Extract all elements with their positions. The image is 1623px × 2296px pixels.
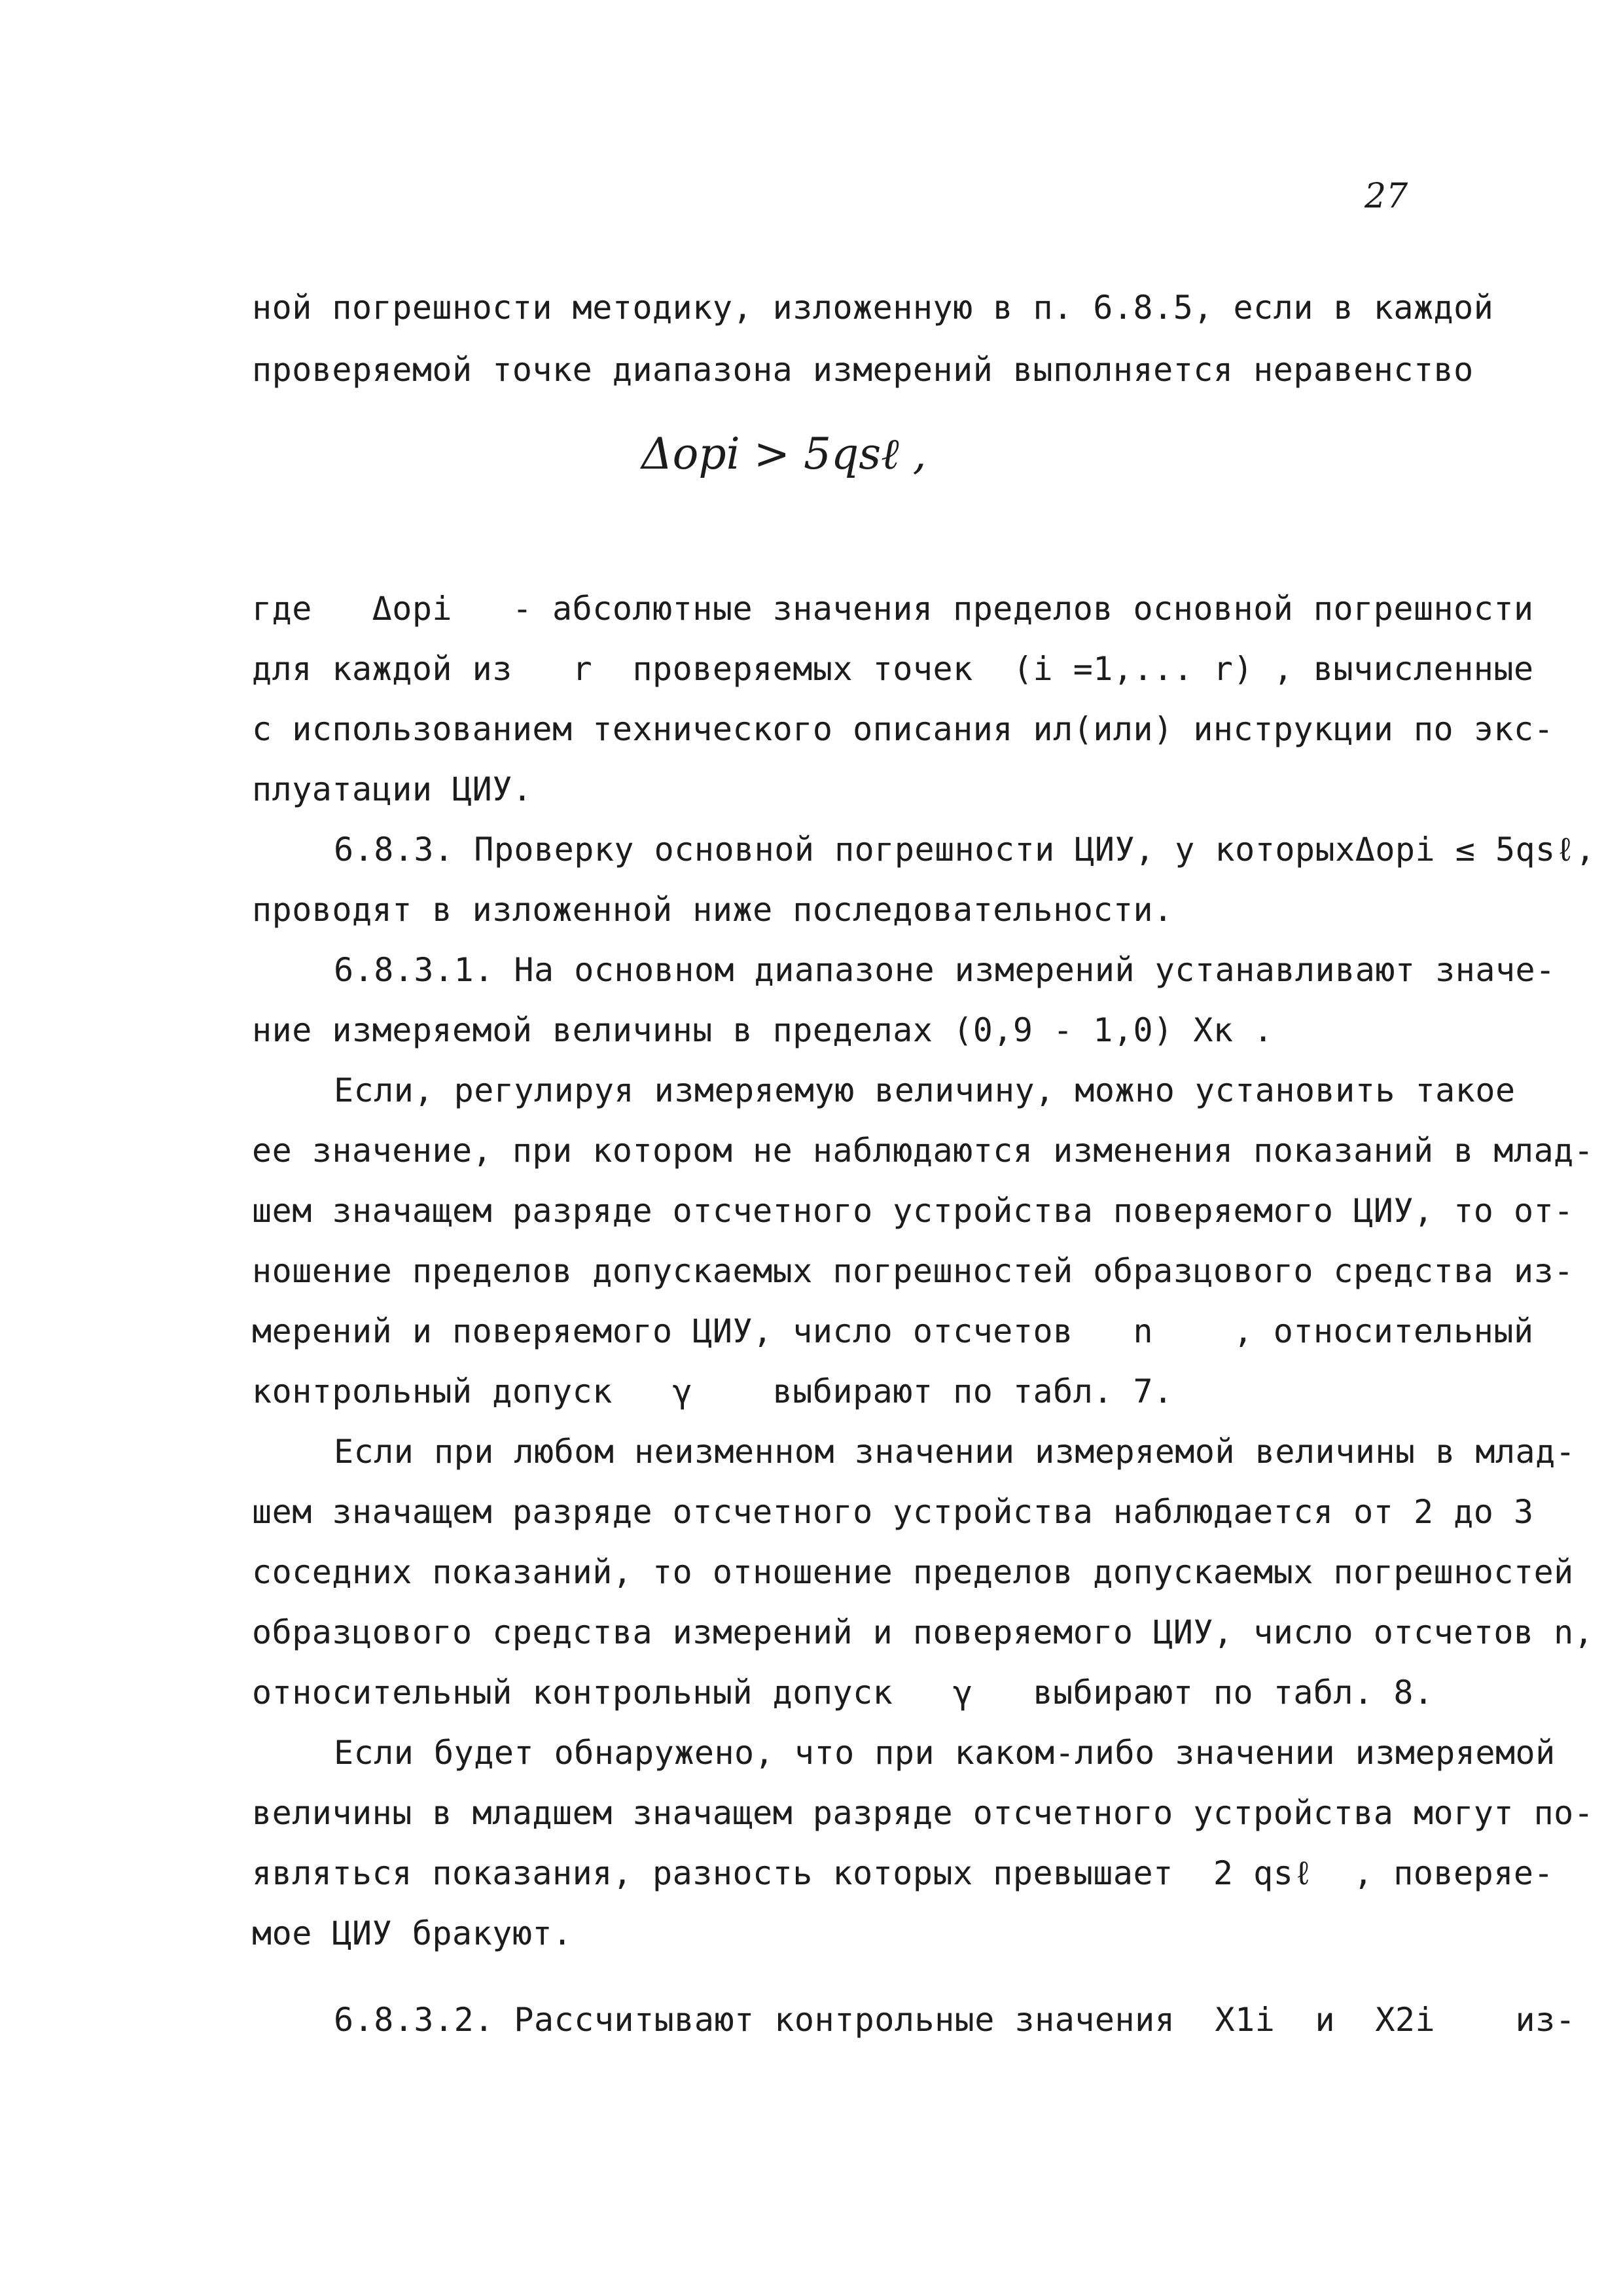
text-line: контрольный допуск γ выбирают по табл. 7. [252, 1372, 1173, 1410]
inequality-formula: Δopi > 5qsℓ , [641, 429, 927, 479]
text-line: где Δopi - абсолютные значения пределов основной погрешности [252, 590, 1534, 628]
paragraph-start: Если при любом неизменном значении измеряемой величины в млад- [334, 1433, 1576, 1471]
text-line: шем значащем разряде отсчетного устройства наблюдается от 2 до 3 [252, 1493, 1534, 1531]
text-line: ношение пределов допускаемых погрешностей образцового средства из- [252, 1252, 1574, 1290]
paragraph-start: Если будет обнаружено, что при каком-либо значении измеряемой [334, 1734, 1556, 1772]
section-6-8-3-2: 6.8.3.2. Рассчитывают контрольные значения X1i и X2i из- [334, 2001, 1576, 2039]
text-line: являться показания, разность которых превышает 2 qsℓ , поверяе- [252, 1854, 1554, 1892]
text-line: относительный контрольный допуск γ выбирают по табл. 8. [252, 1674, 1434, 1712]
text-line: шем значащем разряде отсчетного устройства поверяемого ЦИУ, то от- [252, 1192, 1574, 1230]
paragraph-start: Если, регулируя измеряемую величину, можно установить такое [334, 1071, 1516, 1109]
text-line: ее значение, при котором не наблюдаются изменения показаний в млад- [252, 1132, 1594, 1170]
text-line: ной погрешности методику, изложенную в п. 6.8.5, если в каждой [252, 289, 1494, 327]
text-line: ние измеряемой величины в пределах (0,9 - 1,0) Xк . [252, 1011, 1274, 1049]
text-line: мое ЦИУ бракуют. [252, 1914, 573, 1952]
text-line: проводят в изложенной ниже последовательности. [252, 891, 1173, 929]
section-6-8-3-1: 6.8.3.1. На основном диапазоне измерений устанавливают значе- [334, 951, 1556, 989]
page-number: 27 [1364, 177, 1408, 216]
text-line: соседних показаний, то отношение пределов допускаемых погрешностей [252, 1553, 1574, 1591]
text-line: с использованием технического описания ил(или) инструкции по экс- [252, 710, 1554, 748]
text-line: плуатации ЦИУ. [252, 770, 533, 808]
text-line: для каждой из r проверяемых точек (i =1,... r) , вычисленные [252, 650, 1534, 688]
text-line: величины в младшем значащем разряде отсчетного устройства могут по- [252, 1794, 1594, 1832]
text-line: мерений и поверяемого ЦИУ, число отсчетов n , относительный [252, 1312, 1534, 1350]
section-6-8-3: 6.8.3. Проверку основной погрешности ЦИУ, у которыхΔopi ≤ 5qsℓ, [334, 831, 1596, 869]
text-line: проверяемой точке диапазона измерений выполняется неравенство [252, 351, 1474, 389]
text-line: образцового средства измерений и поверяемого ЦИУ, число отсчетов n, [252, 1613, 1594, 1651]
